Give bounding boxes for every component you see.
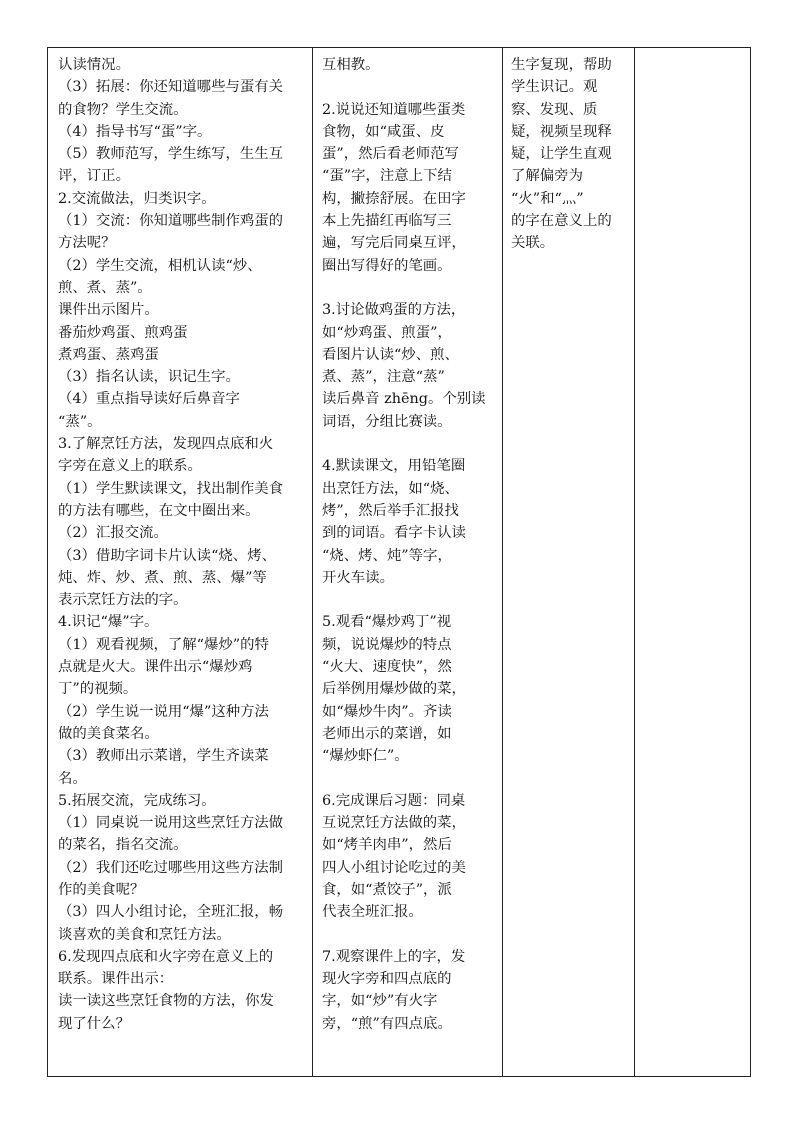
student-activity-line: 老师出示的菜谱，如	[322, 725, 452, 742]
teacher-activity-line: 联系。课件出示：	[58, 971, 174, 988]
teacher-activity-line: （4）指导书写“蛋”字。	[58, 123, 212, 140]
lesson-plan-table	[47, 47, 751, 1077]
student-activity-line: 字，如“炒”有火字	[322, 993, 438, 1010]
teacher-activity-line: 6.发现四点底和火字旁在意义上的	[58, 948, 274, 965]
student-activity-line: 2.说说还知道哪些蛋类	[322, 101, 466, 118]
student-activity-line: 7.观察课件上的字，发	[322, 948, 466, 965]
student-activity-line: 四人小组讨论吃过的美	[322, 859, 466, 876]
teacher-activity-line: “蒸”。	[58, 413, 102, 430]
student-activity-line: 词语，分组比赛读。	[322, 413, 452, 430]
design-intent-line: 学生识记。观	[511, 79, 598, 96]
teacher-activity-line: 炖、炸、炒、煮、煎、蒸、爆”等	[58, 569, 267, 586]
teacher-activity-line: （1）交流：你知道哪些制作鸡蛋的	[58, 213, 284, 230]
teacher-activity-line: 评，订正。	[58, 168, 130, 185]
teacher-activity-line: 谈喜欢的美食和烹饪方法。	[58, 926, 231, 943]
student-activity-column	[313, 48, 503, 1076]
student-activity-line: 看图片认读“炒、煎、	[322, 346, 459, 363]
teacher-activity-line: （2）学生交流，相机认读“炒、	[58, 257, 262, 274]
teacher-activity-line: 名。	[58, 770, 87, 787]
teacher-activity-line: 的方法有哪些，在文中圈出来。	[58, 502, 260, 519]
teacher-activity-line: （2）学生说一说用“爆”这种方法	[58, 703, 269, 720]
student-activity-line: 旁，“煎”有四点底。	[322, 1015, 452, 1032]
design-intent-line: 疑，视频呈现释	[511, 123, 612, 140]
student-activity-line: 如“烤羊肉串”，然后	[322, 837, 452, 854]
student-activity-line: 如“爆炒牛肉”。齐读	[322, 703, 452, 720]
student-activity-line: 蛋”，然后看老师范写	[322, 146, 459, 163]
teacher-activity-line: 读一读这些烹饪食物的方法，你发	[58, 993, 274, 1010]
teacher-activity-line: 5.拓展交流，完成练习。	[58, 792, 216, 809]
teacher-activity-line: 课件出示图片。	[58, 302, 159, 319]
teacher-activity-line: 的菜名，指名交流。	[58, 837, 188, 854]
student-activity-line: 开火车读。	[322, 569, 394, 586]
teacher-activity-line: 表示烹饪方法的字。	[58, 592, 188, 609]
teacher-activity-line: （3）教师出示菜谱，学生齐读菜	[58, 748, 269, 765]
teacher-activity-line: （2）汇报交流。	[58, 525, 168, 542]
design-intent-line: 察、发现、质	[511, 101, 598, 118]
teacher-activity-line: 做的美食菜名。	[58, 725, 159, 742]
student-activity-line: 食物，如“咸蛋、皮	[322, 123, 445, 140]
blank-line	[322, 76, 496, 98]
teacher-activity-line: （3）借助字词卡片认读“烧、烤、	[58, 547, 276, 564]
notes-column	[635, 48, 750, 1076]
student-activity-line: 互相教。	[322, 57, 380, 73]
teacher-activity-line: （2）我们还吃过哪些用这些方法制	[58, 859, 284, 876]
student-activity-line: 后举例用爆炒做的菜，	[322, 681, 466, 698]
blank-line	[322, 924, 496, 946]
teacher-activity-line: （5）教师范写，学生练写，生生互	[58, 146, 284, 163]
teacher-activity-line: 2.交流做法，归类识字。	[58, 190, 216, 207]
teacher-activity-line: 认读情况。	[58, 57, 130, 73]
student-activity-line: 出烹饪方法，如“烧、	[322, 480, 459, 497]
design-intent-line: 疑，让学生直观	[511, 146, 612, 163]
student-activity-line: 4.默读课文，用铅笔圈	[322, 458, 466, 475]
design-intent-line: 的字在意义上的	[511, 213, 612, 230]
teacher-activity-line: 3.了解烹饪方法，发现四点底和火	[58, 436, 274, 453]
teacher-activity-line: 的食物？学生交流。	[58, 101, 188, 118]
student-activity-line: 遍，写完后同桌互评，	[322, 235, 466, 252]
design-intent-line: 了解偏旁为	[511, 168, 583, 185]
teacher-activity-line: 煮鸡蛋、蒸鸡蛋	[58, 346, 159, 363]
teacher-activity-line: 作的美食呢？	[58, 881, 145, 898]
student-activity-line: 本上先描红再临写三	[322, 213, 452, 230]
student-activity-line: 5.观看“爆炒鸡丁”视	[322, 614, 452, 631]
design-intent-line: 生字复现，帮助	[511, 57, 612, 73]
blank-line	[322, 589, 496, 611]
teacher-activity-line: （4）重点指导读好后鼻音字	[58, 391, 240, 408]
student-activity-line: 煮、蒸”，注意“蒸”	[322, 369, 445, 386]
teacher-activity-line: 番茄炒鸡蛋、煎鸡蛋	[58, 324, 188, 341]
student-activity-line: “火大、速度快”，然	[322, 659, 452, 676]
teacher-activity-line: 丁”的视频。	[58, 681, 138, 698]
student-activity-line: 代表全班汇报。	[322, 904, 423, 921]
student-activity-line: 互说烹饪方法做的菜，	[322, 815, 466, 832]
student-activity-line: “蛋”字，注意上下结	[322, 168, 452, 185]
student-activity-line: 频，说说爆炒的特点	[322, 636, 452, 653]
blank-line	[322, 768, 496, 790]
teacher-activity-line: 4.识记“爆”字。	[58, 614, 159, 631]
student-activity-line: 如“炒鸡蛋、煎蛋”，	[322, 324, 452, 341]
blank-line	[322, 433, 496, 455]
design-intent-line: 关联。	[511, 235, 555, 252]
student-activity-line: “烧、烤、炖”等字，	[322, 547, 452, 564]
teacher-activity-line: （1）学生默读课文，找出制作美食	[58, 480, 284, 497]
teacher-activity-line: （3）指名认读，识记生字。	[58, 369, 240, 386]
teacher-activity-column	[48, 48, 313, 1076]
student-activity-line: 烤”，然后举手汇报找	[322, 502, 459, 519]
teacher-activity-line: （1）观看视频，了解“爆炒”的特	[58, 636, 269, 653]
student-activity-line: 到的词语。看字卡认读	[322, 525, 466, 542]
teacher-activity-line: 现了什么？	[58, 1015, 130, 1032]
teacher-activity-line: （1）同桌说一说用这些烹饪方法做	[58, 815, 284, 832]
design-intent-line: “火”和“灬”	[511, 190, 584, 207]
student-activity-line: 6.完成课后习题：同桌	[322, 792, 466, 809]
teacher-activity-line: 方法呢？	[58, 235, 116, 252]
student-activity-line: 读后鼻音 zhēng。个别读	[322, 391, 486, 408]
teacher-activity-line: 煎、煮、蒸”。	[58, 279, 152, 296]
student-activity-line: 食，如“煮饺子”，派	[322, 881, 452, 898]
student-activity-line: 3.讨论做鸡蛋的方法，	[322, 302, 466, 319]
teacher-activity-line: 字旁在意义上的联系。	[58, 458, 202, 475]
teacher-activity-line: （3）四人小组讨论，全班汇报，畅	[58, 904, 284, 921]
teacher-activity-line: 点就是火大。课件出示“爆炒鸡	[58, 659, 253, 676]
teacher-activity-line: （3）拓展：你还知道哪些与蛋有关	[58, 79, 284, 96]
student-activity-line: 构，撇捺舒展。在田字	[322, 190, 466, 207]
student-activity-line: 现火字旁和四点底的	[322, 971, 452, 988]
student-activity-line: 圈出写得好的笔画。	[322, 257, 452, 274]
blank-line	[322, 277, 496, 299]
design-intent-column	[503, 48, 635, 1076]
student-activity-line: “爆炒虾仁”。	[322, 748, 409, 765]
